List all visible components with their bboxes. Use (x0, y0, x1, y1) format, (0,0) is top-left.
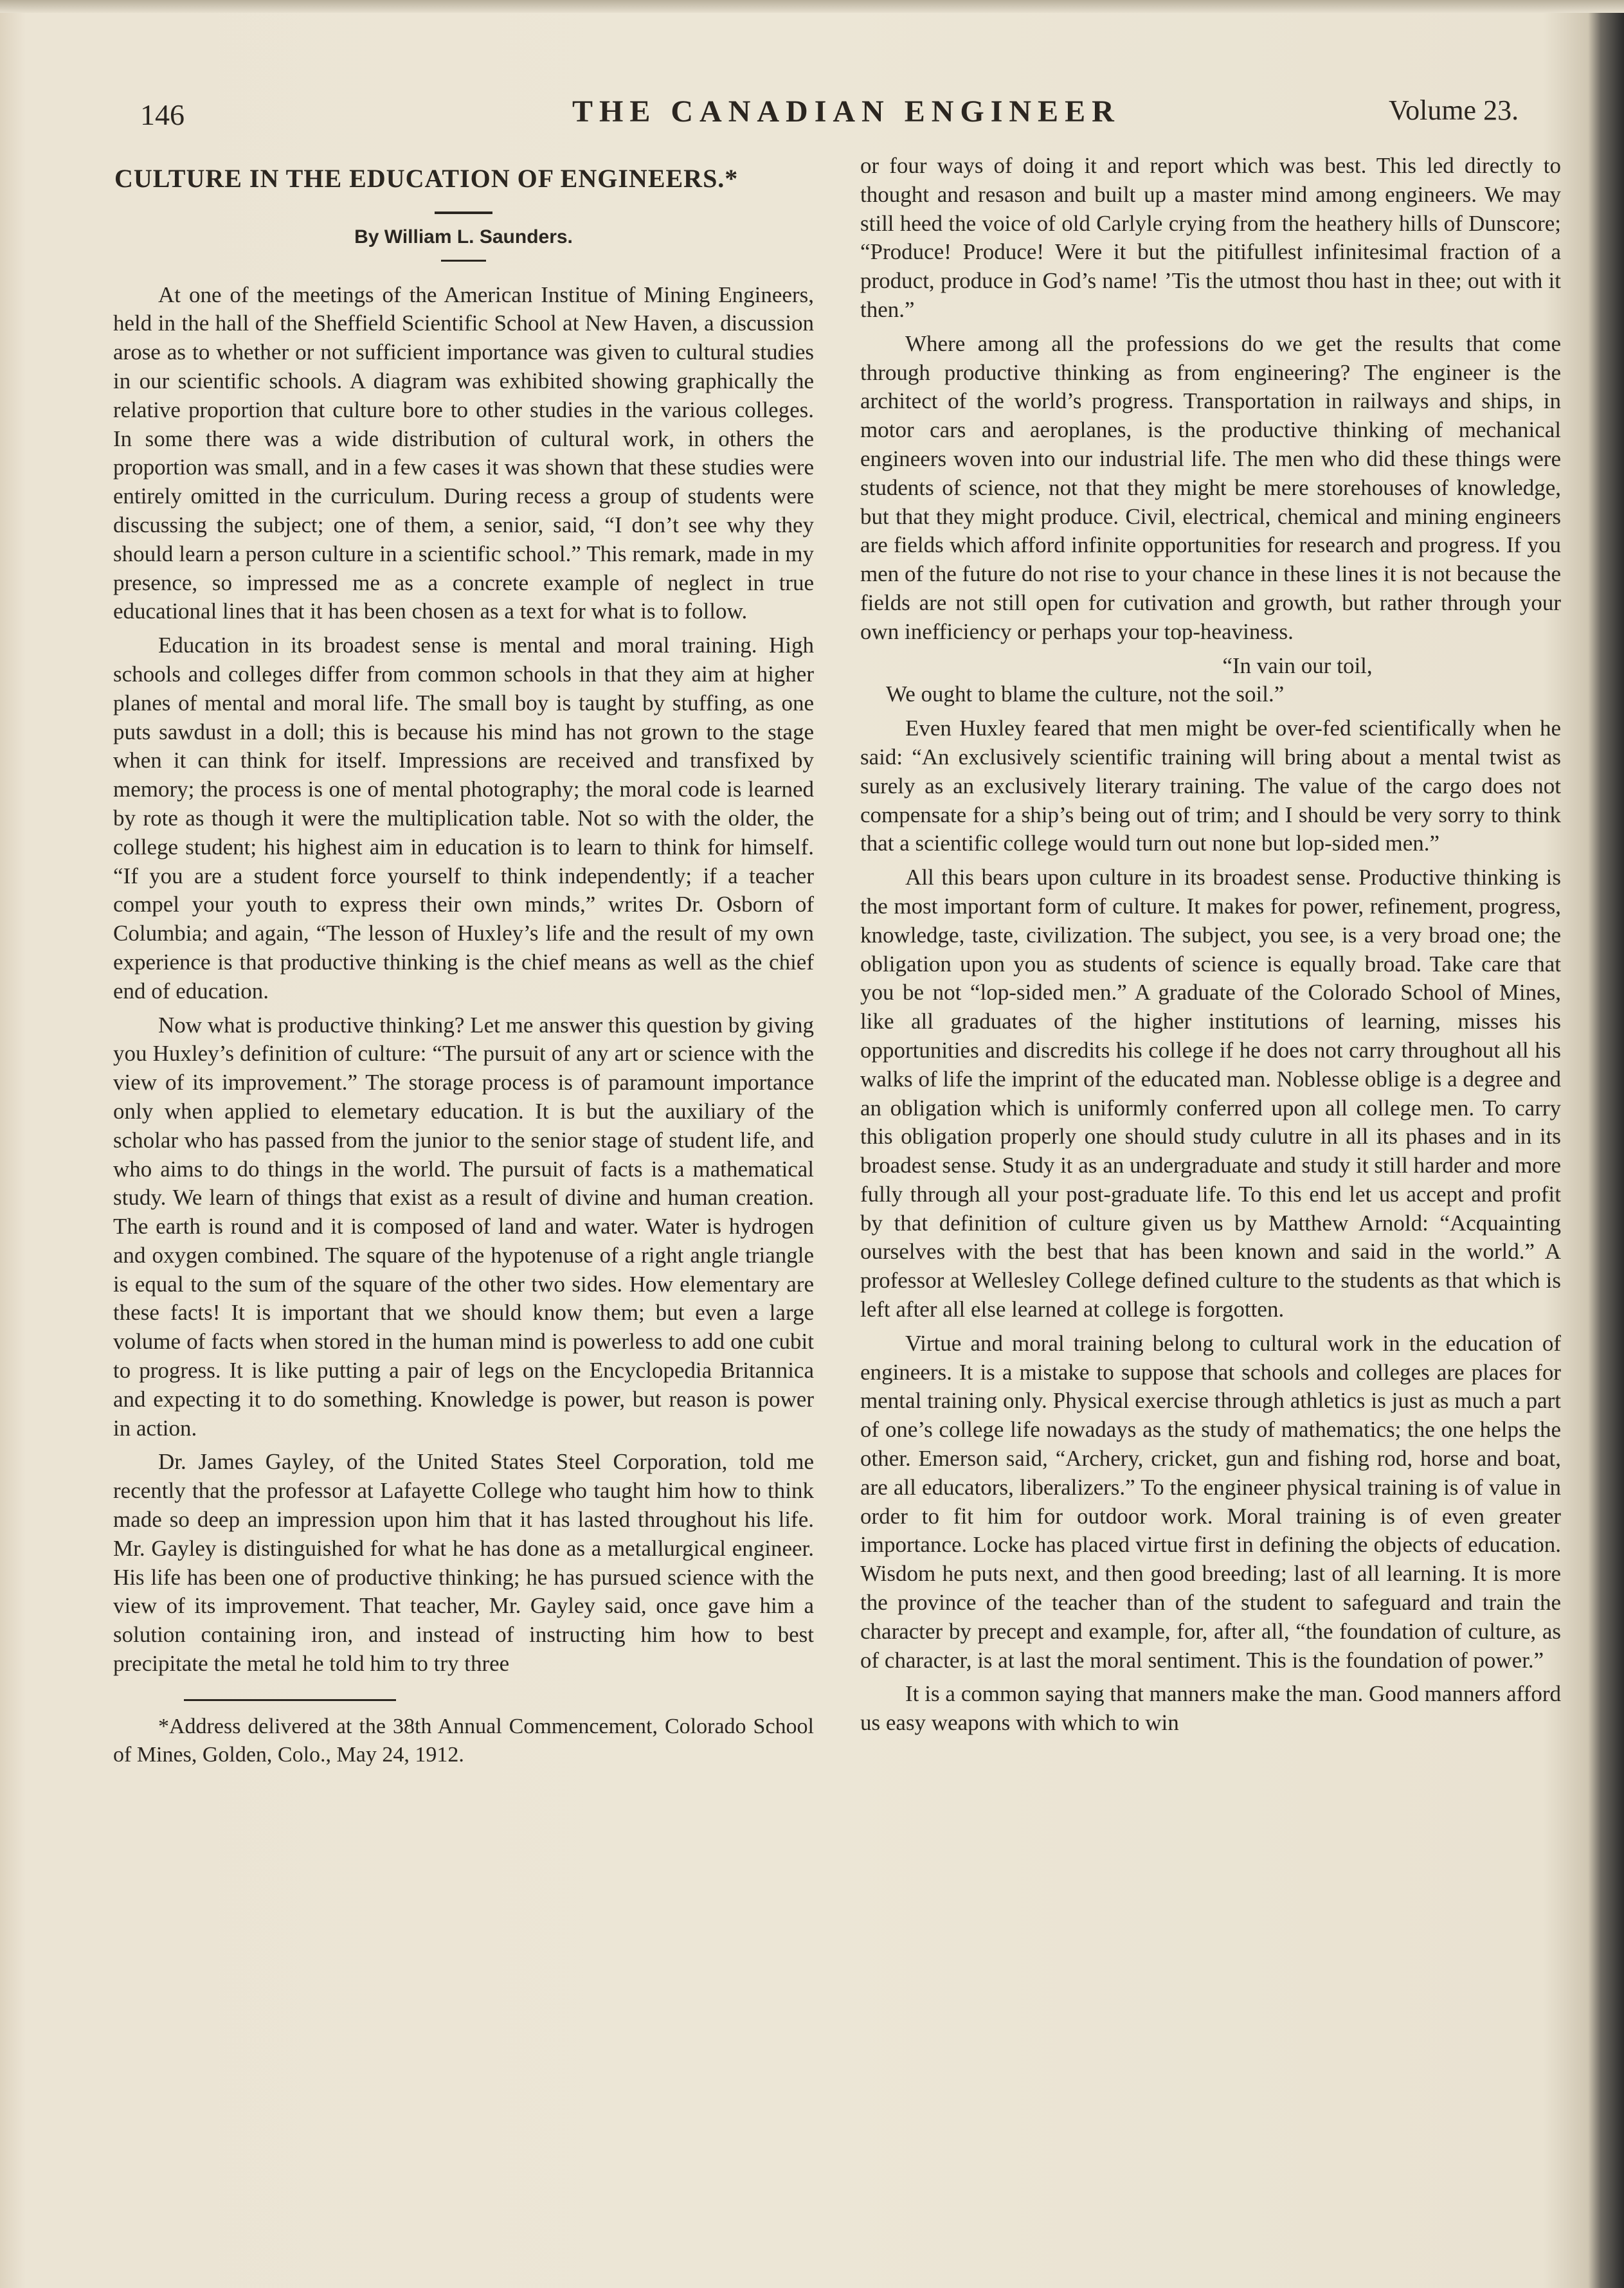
verse-line: We ought to blame the culture, not the soil.” (886, 681, 1285, 707)
paragraph: It is a common saying that manners make the man. Good manners afford us easy weapons with which to win (860, 1681, 1561, 1736)
paragraph: Where among all the professions do we get the results that come through productive thinking as from engineering? The engineer is the architect of the world’s progress. Transportation in railways and ships, in motor cars and aeroplanes, is the productive thinking of mechanical engineers woven into our industrial life. The men who did these things were students of science, not that they might be mere storehouses of knowledge, but that they might produce. Civil, electrical, chemical and mining engineers are fields which afford infinite opportunities for research and progress. If you men of the future do not rise to your chance in these lines it is not because the fields are not still open for cutivation and growth, but rather through your own inefficiency or perhaps your top-heaviness. (860, 330, 1561, 644)
article-title: CULTURE IN THE EDUCATION OF ENGINEERS.* (114, 164, 739, 193)
paragraph: Education in its broadest sense is mental and moral training. High schools and colleges differ from common schools in that they aim at higher planes of mental and moral life. The small boy is taught by stuffing, as one puts sawdust in a doll; this is because his mind has not grown to the stage when it can think for itself. Impressions are received and transfixed by memory; the process is one of mental photography; the moral code is learned by rote as though it were the multiplication table. Not so with the older, the college student; his highest aim in education is to learn to think for himself. “If you are a student force yourself to think independently; if a teacher compel your youth to express their own minds,” writes Dr. Osborn of Columbia; and again, “The lesson of Huxley’s life and the result of my own experience is that productive thinking is the chief means as well as the chief end of education. (113, 633, 814, 1004)
paragraph: All this bears upon culture in its broadest sense. Productive thinking is the most important form of culture. It makes for power, refinement, progress, knowledge, taste, civilization. The subject, you see, is a very broad one; the obligation upon you as students of science is equally broad. Take care that you be not “lop-sided men.” A graduate of the Colorado School of Mines, like all graduates of the higher institutions of learning, misses his opportunities and discredits his college if he does not carry throughout all his walks of life the imprint of the educated man. Noblesse oblige is a degree and an obligation which is uniformly conferred upon all college men. To carry this obligation properly one should study culutre in all its phases and in its broadest sense. Study it as an undergraduate and study it still harder and more fully through all your post-graduate life. To this end let us accept and profit by that definition of culture given us by Matthew Arnold: “Acquainting ourselves with the best that has been known and said in the world.” A professor at Wellesley College defined culture to the students as that which is left after all else learned at college is forgotten. (860, 865, 1561, 1322)
running-header (0, 90, 1624, 135)
paragraph: Dr. James Gayley, of the United States Steel Corporation, told me recently that the professor at Lafayette College who taught him how to think made so deep an impression upon him that it has lasted throughout his life. Mr. Gayley is distinguished for what he has done as a metallurgical engineer. His life has been one of productive thinking; he has pursued science with the view of its improvement. That teacher, Mr. Gayley said, once gave him a solution containing iron, and instead of instructing him how to best precipitate the metal he told him to try three (113, 1449, 814, 1677)
page-top-edge (0, 0, 1624, 13)
byline-rule (441, 260, 486, 262)
paragraph: or four ways of doing it and report which was best. This led directly to thought and resason and built up a master mind among engineers. We may still heed the voice of old Carlyle crying from the heathery hills of Dunscore; “Produce! Produce! Were it but the pitifullest infinitesimal fraction of a product, produce in God’s name! ’Tis the utmost thou hast in thee; out with it then.” (860, 153, 1561, 322)
paragraph: Virtue and moral training belong to cultural work in the education of engineers. It is a mistake to suppose that schools and colleges are places for mental training only. Physical exercise through athletics is just as much a part of one’s college life nowadays as the study of mathematics; the one helps the other. Emerson said, “Archery, cricket, gun and fishing rod, horse and boat, are all educators, liberalizers.” To the engineer physical training is of value in order to fit him for outdoor work. Moral training is of even greater importance. Locke has placed virtue first in defining the objects of education. Wisdom he puts next, and then good breeding; last of all learning. It is more the province of the teacher than of the student to safeguard and train the character by precept and example, for, after all, “the foundation of culture, as of character, is at last the moral sentiment. This is the foundation of power.” (860, 1330, 1561, 1673)
journal-title: THE CANADIAN ENGINEER (572, 95, 1121, 129)
page-number: 146 (140, 98, 185, 131)
right-column (860, 152, 1561, 1743)
paragraph: Even Huxley feared that men might be over-fed scientifically when he said: “An exclusively scientific training will bring about a mental twist as surely as an exclusively literary training. The value of the cargo does not compensate for a ship’s being out of trim; and I should be very sorry to think that a scientific college would turn out none but lop-sided men.” (860, 716, 1561, 856)
article-byline: By William L. Saunders. (354, 226, 573, 248)
left-column (113, 152, 814, 1774)
title-rule (435, 212, 492, 214)
verse-line: “In vain our toil, (1222, 653, 1373, 678)
paragraph: Now what is productive thinking? Let me answer this question by giving you Huxley’s definition of culture: “The pursuit of any art or science with the view of its improvement.” The storage process is of paramount importance only when applied to elemetary education. It is but the auxiliary of the scholar who has passed from the junior to the senior stage of student life, and who aims to do things in the world. The pursuit of facts is a mathematical study. We learn of things that exist as a result of divine and human creation. The earth is round and it is composed of land and water. Water is hydrogen and oxygen combined. The square of the hypotenuse of a right angle triangle is equal to the sum of the square of the other two sides. How elementary are these facts! It is important that we should know them; but even a large volume of facts when stored in the human mind is powerless to add one cubit to progress. It is like putting a pair of legs on the Encyclopedia Britannica and expecting it to do something. Knowledge is power, but reason is power in action. (113, 1012, 814, 1441)
footnote: *Address delivered at the 38th Annual Commencement, Colorado School of Mines, Golden, Colo., May 24, 1912. (113, 1714, 814, 1767)
footnote-rule (184, 1699, 396, 1701)
volume-label: Volume 23. (1389, 95, 1519, 126)
paragraph: At one of the meetings of the American Institue of Mining Engineers, held in the hall of the Sheffield Scientific School at New Haven, a discussion arose as to whether or not sufficient importance was given to cultural studies in our scientific schools. A diagram was exhibited showing graphically the relative proportion that culture bore to other studies in the various colleges. In some there was a wide distribution of cultural work, in others the proportion was small, and in a few cases it was shown that these studies were entirely omitted in the curriculum. During recess a group of students were discussing the subject; one of them, a senior, said, “I don’t see why they should learn a person culture in a scientific school.” This remark, made in my presence, so impressed me as a concrete example of neglect in true educational lines that it has been chosen as a text for what is to follow. (113, 282, 814, 624)
